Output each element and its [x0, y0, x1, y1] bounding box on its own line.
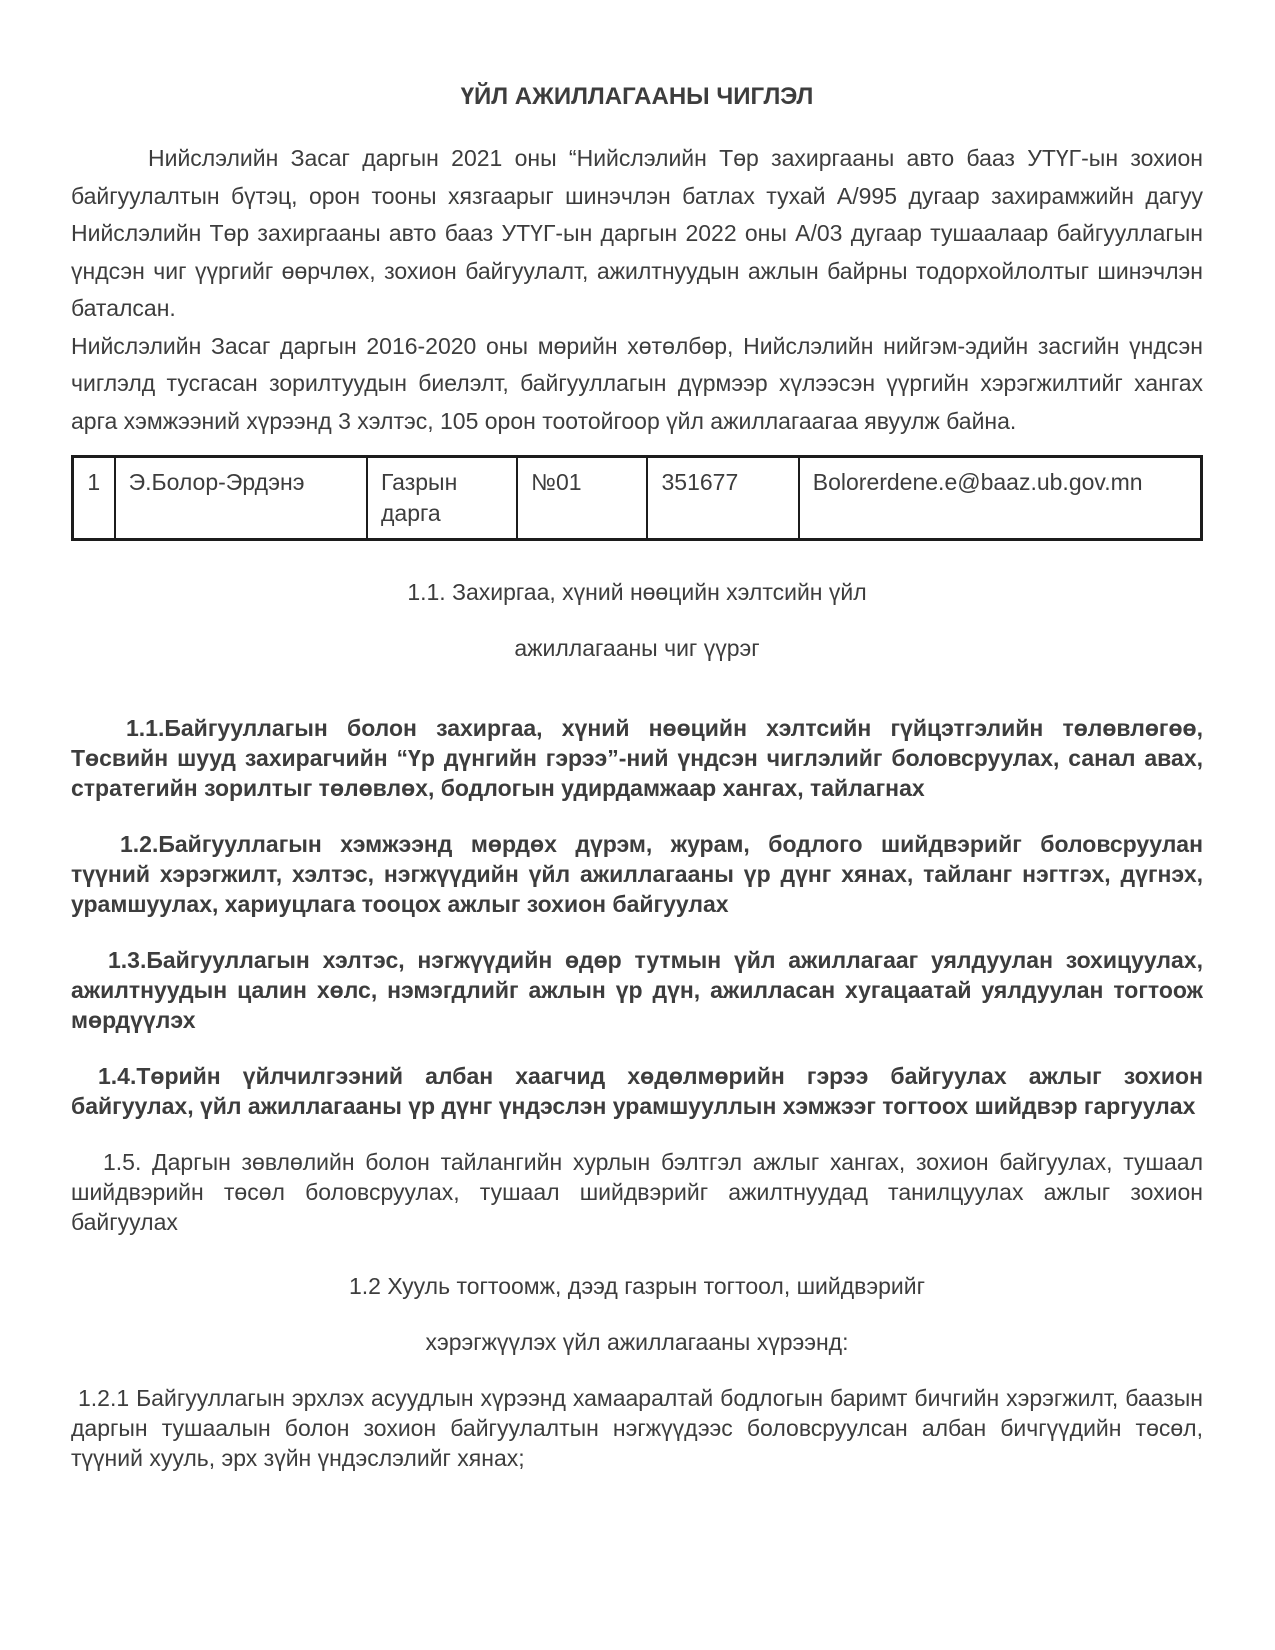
clause-1-1: 1.1.Байгууллагын болон захиргаа, хүний нөөцийн хэлтсийн гүйцэтгэлийн төлөвлөгөө, Төсвийн шууд захирагчийн “Үр дүнгийн гэрээ”-ний үндсэн чиглэлийг боловсруулах, санал авах, стратегийн зорилтыг төлөвлөх, бодлогын удирдамжаар хангах, тайлагнах [71, 715, 1203, 801]
document-title: ҮЙЛ АЖИЛЛАГААНЫ ЧИГЛЭЛ [460, 83, 814, 110]
clause-1-3: 1.3.Байгууллагын хэлтэс, нэгжүүдийн өдөр тутмын үйл ажиллагааг уялдуулан зохицуулах, ажилтнуудын цалин хөлс, нэмэгдлийг ажлын үр дүн, ажилласан хугацаатай уялдуулан тогтоож мөрдүүлэх [71, 947, 1203, 1033]
cell-email: Bolorerdene.e@baaz.ub.gov.mn [799, 457, 1202, 540]
clause-1-5: 1.5. Даргын зөвлөлийн болон тайлангийн хурлын бэлтгэл ажлыг хангах, зохион байгуулах, тушаал шийдвэрийн төсөл боловсруулах, тушаал шийдвэрийг ажилтнуудад танилцуулах ажлыг зохион байгуулах [71, 1149, 1203, 1235]
cell-phone: 351677 [647, 457, 798, 540]
clause-1-4: 1.4.Төрийн үйлчилгээний албан хаагчид хөдөлмөрийн гэрээ байгуулах ажлыг зохион байгуулах, үйл ажиллагааны үр дүнг үндэслэн урамшууллын хэмжээг тогтоох шийдвэр гаргуулах [71, 1063, 1203, 1119]
heading-1-1-line-1: 1.1. Захиргаа, хүний нөөцийн хэлтсийн үйл [407, 579, 867, 605]
cell-name: Э.Болор-Эрдэнэ [115, 457, 367, 540]
intro-paragraph-1: Нийслэлийн Засаг даргын 2021 оны “Нийслэлийн Төр захиргааны авто бааз УТҮГ-ын зохион байгуулалтын бүтэц, орон тооны хязгаарыг шинэчлэн батлах тухай А/995 дугаар захирамжийн дагуу Нийслэлийн Төр захиргааны авто бааз УТҮГ-ын даргын 2022 оны А/03 дугаар тушаалаар байгууллагын үндсэн чиг үүргийг өөрчлөх, зохион байгуулалт, ажилтнуудын ажлын байрны тодорхойлолтыг шинэчлэн баталсан. [71, 145, 1203, 321]
table-row [73, 457, 1202, 540]
heading-1-1-line-2: ажиллагааны чиг үүрэг [514, 635, 760, 661]
cell-row-number: 1 [73, 457, 115, 540]
heading-1-2-line-1: 1.2 Хууль тогтоомж, дээд газрын тогтоол, шийдвэрийг [348, 1273, 926, 1299]
clause-1-2: 1.2.Байгууллагын хэмжээнд мөрдөх дүрэм, журам, бодлого шийдвэрийг боловсруулан түүний хэрэгжилт, хэлтэс, нэгжүүдийн үйл ажиллагааны үр дүнг хянах, тайланг нэгтгэх, дүгнэх, урамшуулах, хариуцлага тооцох ажлыг зохион байгуулах [71, 831, 1203, 917]
intro-paragraph-2: Нийслэлийн Засаг даргын 2016-2020 оны мөрийн хөтөлбөр, Нийслэлийн нийгэм-эдийн засгийн үндсэн чиглэлд тусгасан зорилтуудын биелэлт, байгууллагын дүрмээр хүлээсэн үүргийн хэрэгжилтийг хангах арга хэмжээний хүрээнд 3 хэлтэс, 105 орон тоотойгоор үйл ажиллагаагаа явуулж байна. [71, 332, 1203, 434]
heading-1-2-line-2: хэрэгжүүлэх үйл ажиллагааны хүрээнд: [425, 1329, 849, 1355]
contact-table [71, 455, 1203, 541]
cell-door-number: №01 [517, 457, 647, 540]
cell-position: Газрын дарга [367, 457, 517, 540]
clause-1-2-1: 1.2.1 Байгууллагын эрхлэх асуудлын хүрээнд хамааралтай бодлогын баримт бичгийн хэрэгжилт, баазын даргын тушаалын болон зохион байгуулалтын нэгжүүдээс боловсруулсан албан бичгүүдийн төсөл, түүний хууль, эрх зүйн үндэслэлийг хянах; [71, 1385, 1203, 1471]
